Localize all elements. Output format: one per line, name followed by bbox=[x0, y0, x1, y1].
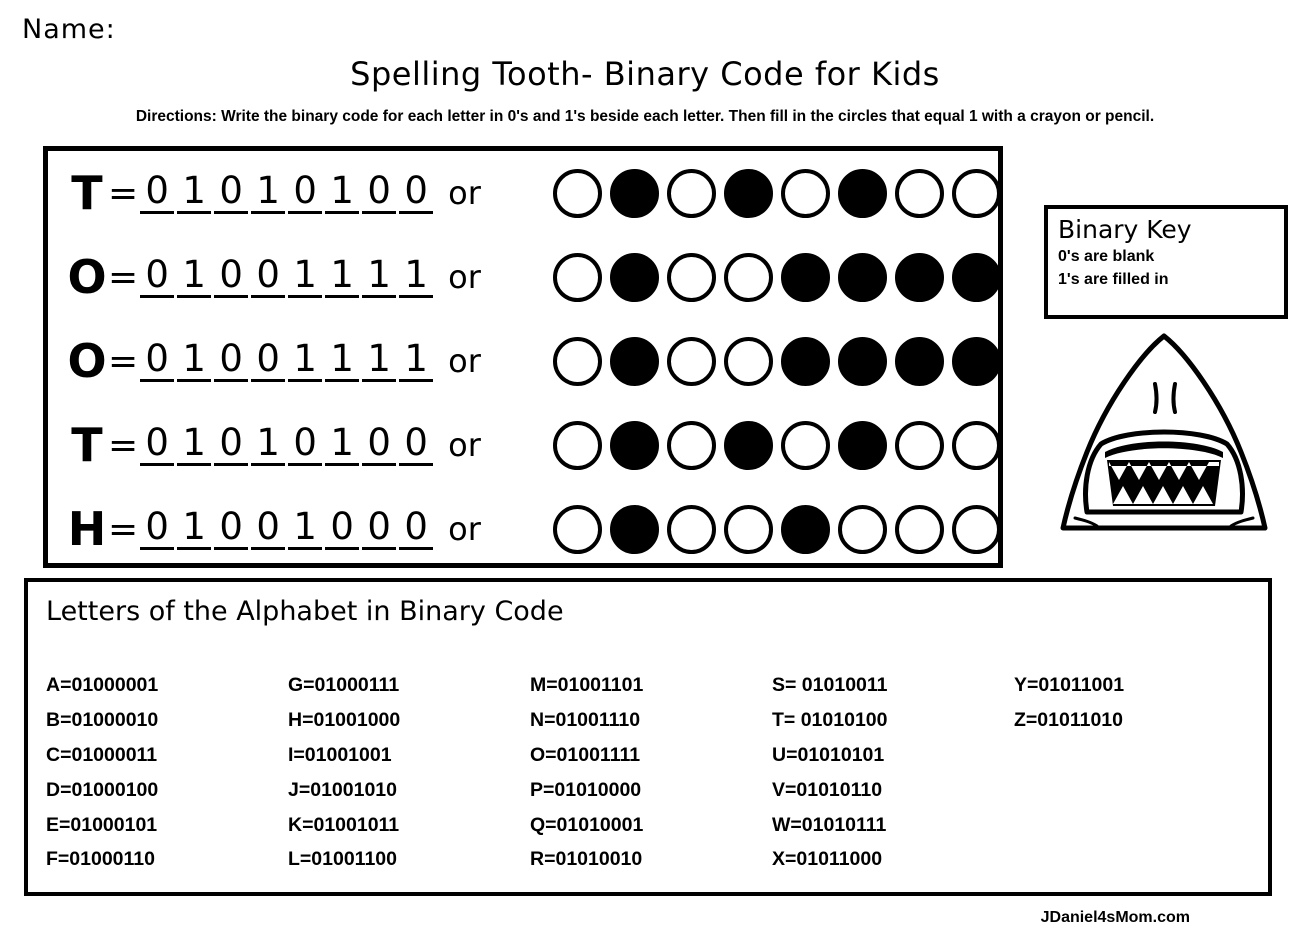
digit-blank[interactable]: 1 bbox=[177, 340, 211, 382]
directions-text: Directions: Write the binary code for each letter in 0's and 1's beside each letter. Then fill in the circles that equal 1 with a crayon or pencil. bbox=[135, 108, 1155, 125]
digit-blank[interactable]: 1 bbox=[362, 340, 396, 382]
row-letter: T bbox=[71, 166, 103, 220]
bit-circle[interactable] bbox=[724, 169, 773, 218]
digit-blank[interactable]: 1 bbox=[251, 424, 285, 466]
bit-circle[interactable] bbox=[610, 337, 659, 386]
digit-blanks bbox=[140, 421, 436, 466]
row-letter: O bbox=[67, 250, 107, 304]
digit-blank[interactable]: 0 bbox=[288, 424, 322, 466]
circle-group bbox=[553, 337, 1009, 386]
row-letter: H bbox=[67, 502, 107, 556]
bit-circle[interactable] bbox=[781, 337, 830, 386]
binary-key-line-zero: 0's are blank bbox=[1058, 248, 1155, 265]
equals-sign: = bbox=[108, 256, 139, 298]
bit-circle[interactable] bbox=[838, 505, 887, 554]
digit-blank[interactable]: 1 bbox=[288, 340, 322, 382]
digit-blank[interactable]: 0 bbox=[362, 172, 396, 214]
digit-blank[interactable]: 1 bbox=[399, 256, 433, 298]
or-label: or bbox=[448, 174, 481, 212]
equals-sign: = bbox=[108, 508, 139, 550]
digit-blank[interactable]: 0 bbox=[140, 424, 174, 466]
digit-blank[interactable]: 0 bbox=[399, 508, 433, 550]
alphabet-column bbox=[46, 668, 288, 877]
alphabet-entry: Q=01010001 bbox=[530, 813, 644, 836]
bit-circle[interactable] bbox=[838, 169, 887, 218]
digit-blank[interactable]: 0 bbox=[214, 172, 248, 214]
digit-blank[interactable]: 0 bbox=[399, 172, 433, 214]
alphabet-entry: L=01001100 bbox=[288, 848, 397, 871]
bit-circle[interactable] bbox=[553, 337, 602, 386]
worksheet-answer-box bbox=[43, 146, 1003, 568]
alphabet-entry: N=01001110 bbox=[530, 708, 641, 731]
bit-circle[interactable] bbox=[667, 505, 716, 554]
circle-group bbox=[553, 253, 1009, 302]
circle-group bbox=[553, 505, 1009, 554]
alphabet-entry: C=01000011 bbox=[46, 743, 158, 766]
bit-circle[interactable] bbox=[781, 505, 830, 554]
alphabet-entry: V=01010110 bbox=[772, 778, 883, 801]
bit-circle[interactable] bbox=[952, 421, 1001, 470]
alphabet-entry: Y=01011001 bbox=[1014, 674, 1125, 696]
alphabet-entry: M=01001101 bbox=[530, 674, 644, 696]
bit-circle[interactable] bbox=[667, 169, 716, 218]
or-label: or bbox=[448, 510, 481, 548]
row-letter: T bbox=[71, 418, 103, 472]
or-label: or bbox=[448, 258, 481, 296]
bit-circle[interactable] bbox=[553, 169, 602, 218]
digit-blank[interactable]: 0 bbox=[140, 508, 174, 550]
alphabet-entry: X=01011000 bbox=[772, 848, 883, 871]
alphabet-reference-box bbox=[24, 578, 1272, 896]
digit-blanks bbox=[140, 337, 436, 382]
alphabet-entry: J=01001010 bbox=[288, 778, 397, 801]
worksheet-row bbox=[48, 487, 998, 571]
shark-illustration bbox=[1035, 332, 1290, 540]
bit-circle[interactable] bbox=[667, 337, 716, 386]
bit-circle[interactable] bbox=[724, 421, 773, 470]
bit-circle[interactable] bbox=[667, 421, 716, 470]
alphabet-entry: Z=01011010 bbox=[1014, 708, 1123, 731]
digit-blank[interactable]: 1 bbox=[288, 256, 322, 298]
bit-circle[interactable] bbox=[952, 253, 1001, 302]
bit-circle[interactable] bbox=[895, 505, 944, 554]
bit-circle[interactable] bbox=[895, 169, 944, 218]
digit-blank[interactable]: 0 bbox=[362, 508, 396, 550]
alphabet-entry: K=01001011 bbox=[288, 813, 400, 836]
bit-circle[interactable] bbox=[781, 421, 830, 470]
bit-circle[interactable] bbox=[781, 253, 830, 302]
digit-blanks bbox=[140, 169, 436, 214]
bit-circle[interactable] bbox=[895, 421, 944, 470]
digit-blank[interactable]: 1 bbox=[325, 172, 359, 214]
digit-blank[interactable]: 0 bbox=[288, 172, 322, 214]
digit-blank[interactable]: 0 bbox=[140, 172, 174, 214]
bit-circle[interactable] bbox=[895, 337, 944, 386]
alphabet-entry: O=01001111 bbox=[530, 743, 641, 766]
digit-blanks bbox=[140, 253, 436, 298]
bit-circle[interactable] bbox=[667, 253, 716, 302]
digit-blank[interactable]: 1 bbox=[325, 340, 359, 382]
bit-circle[interactable] bbox=[553, 505, 602, 554]
worksheet-row bbox=[48, 319, 998, 403]
circle-group bbox=[553, 421, 1009, 470]
alphabet-title: Letters of the Alphabet in Binary Code bbox=[46, 596, 564, 627]
bit-circle[interactable] bbox=[610, 253, 659, 302]
digit-blank[interactable]: 0 bbox=[140, 256, 174, 298]
bit-circle[interactable] bbox=[838, 421, 887, 470]
alphabet-entry: A=01000001 bbox=[46, 674, 159, 696]
bit-circle[interactable] bbox=[781, 169, 830, 218]
digit-blank[interactable]: 1 bbox=[177, 508, 211, 550]
bit-circle[interactable] bbox=[838, 337, 887, 386]
bit-circle[interactable] bbox=[553, 421, 602, 470]
digit-blank[interactable]: 1 bbox=[399, 340, 433, 382]
alphabet-entry: S= 01010011 bbox=[772, 674, 888, 696]
equals-sign: = bbox=[108, 172, 139, 214]
footer-credit: JDaniel4sMom.com bbox=[1040, 909, 1190, 926]
digit-blank[interactable]: 1 bbox=[325, 256, 359, 298]
alphabet-entry: I=01001001 bbox=[288, 743, 392, 766]
digit-blank[interactable]: 0 bbox=[251, 256, 285, 298]
alphabet-entry: F=01000110 bbox=[46, 848, 155, 871]
digit-blank[interactable]: 0 bbox=[325, 508, 359, 550]
alphabet-column bbox=[288, 668, 530, 877]
digit-blank[interactable]: 0 bbox=[140, 340, 174, 382]
alphabet-entry: E=01000101 bbox=[46, 813, 158, 836]
bit-circle[interactable] bbox=[952, 169, 1001, 218]
digit-blank[interactable]: 1 bbox=[362, 256, 396, 298]
bit-circle[interactable] bbox=[724, 337, 773, 386]
bit-circle[interactable] bbox=[553, 253, 602, 302]
digit-blanks bbox=[140, 505, 436, 550]
digit-blank[interactable]: 1 bbox=[288, 508, 322, 550]
alphabet-entry: T= 01010100 bbox=[772, 708, 888, 731]
digit-blank[interactable]: 0 bbox=[362, 424, 396, 466]
digit-blank[interactable]: 0 bbox=[214, 340, 248, 382]
bit-circle[interactable] bbox=[610, 421, 659, 470]
alphabet-columns bbox=[46, 668, 1256, 877]
alphabet-entry: H=01001000 bbox=[288, 708, 401, 731]
alphabet-entry: R=01010010 bbox=[530, 848, 643, 871]
bit-circle[interactable] bbox=[724, 505, 773, 554]
page-title: Spelling Tooth- Binary Code for Kids bbox=[350, 55, 940, 93]
or-label: or bbox=[448, 426, 481, 464]
worksheet-row bbox=[48, 403, 998, 487]
equals-sign: = bbox=[108, 340, 139, 382]
alphabet-entry: P=01010000 bbox=[530, 778, 642, 801]
digit-blank[interactable]: 0 bbox=[251, 508, 285, 550]
binary-key-title: Binary Key bbox=[1058, 215, 1192, 244]
bit-circle[interactable] bbox=[724, 253, 773, 302]
or-label: or bbox=[448, 342, 481, 380]
bit-circle[interactable] bbox=[838, 253, 887, 302]
bit-circle[interactable] bbox=[895, 253, 944, 302]
digit-blank[interactable]: 0 bbox=[214, 508, 248, 550]
worksheet-row bbox=[48, 151, 998, 235]
digit-blank[interactable]: 0 bbox=[214, 424, 248, 466]
equals-sign: = bbox=[108, 424, 139, 466]
alphabet-column bbox=[772, 668, 1014, 877]
bit-circle[interactable] bbox=[610, 169, 659, 218]
binary-key-box bbox=[1044, 205, 1288, 319]
alphabet-entry: B=01000010 bbox=[46, 708, 159, 731]
binary-key-line-one: 1's are filled in bbox=[1058, 271, 1169, 289]
digit-blank[interactable]: 1 bbox=[177, 424, 211, 466]
digit-blank[interactable]: 0 bbox=[399, 424, 433, 466]
alphabet-entry: U=01010101 bbox=[772, 743, 885, 766]
alphabet-entry: G=01000111 bbox=[288, 674, 400, 696]
bit-circle[interactable] bbox=[610, 505, 659, 554]
name-label: Name: bbox=[22, 14, 116, 45]
worksheet-row bbox=[48, 235, 998, 319]
digit-blank[interactable]: 0 bbox=[214, 256, 248, 298]
digit-blank[interactable]: 1 bbox=[325, 424, 359, 466]
digit-blank[interactable]: 1 bbox=[177, 172, 211, 214]
circle-group bbox=[553, 169, 1009, 218]
alphabet-column bbox=[530, 668, 772, 877]
bit-circle[interactable] bbox=[952, 505, 1001, 554]
alphabet-column bbox=[1014, 668, 1256, 877]
digit-blank[interactable]: 1 bbox=[251, 172, 285, 214]
digit-blank[interactable]: 0 bbox=[251, 340, 285, 382]
digit-blank[interactable]: 1 bbox=[177, 256, 211, 298]
bit-circle[interactable] bbox=[952, 337, 1001, 386]
row-letter: O bbox=[67, 334, 107, 388]
alphabet-entry: W=01010111 bbox=[772, 813, 887, 836]
alphabet-entry: D=01000100 bbox=[46, 778, 159, 801]
